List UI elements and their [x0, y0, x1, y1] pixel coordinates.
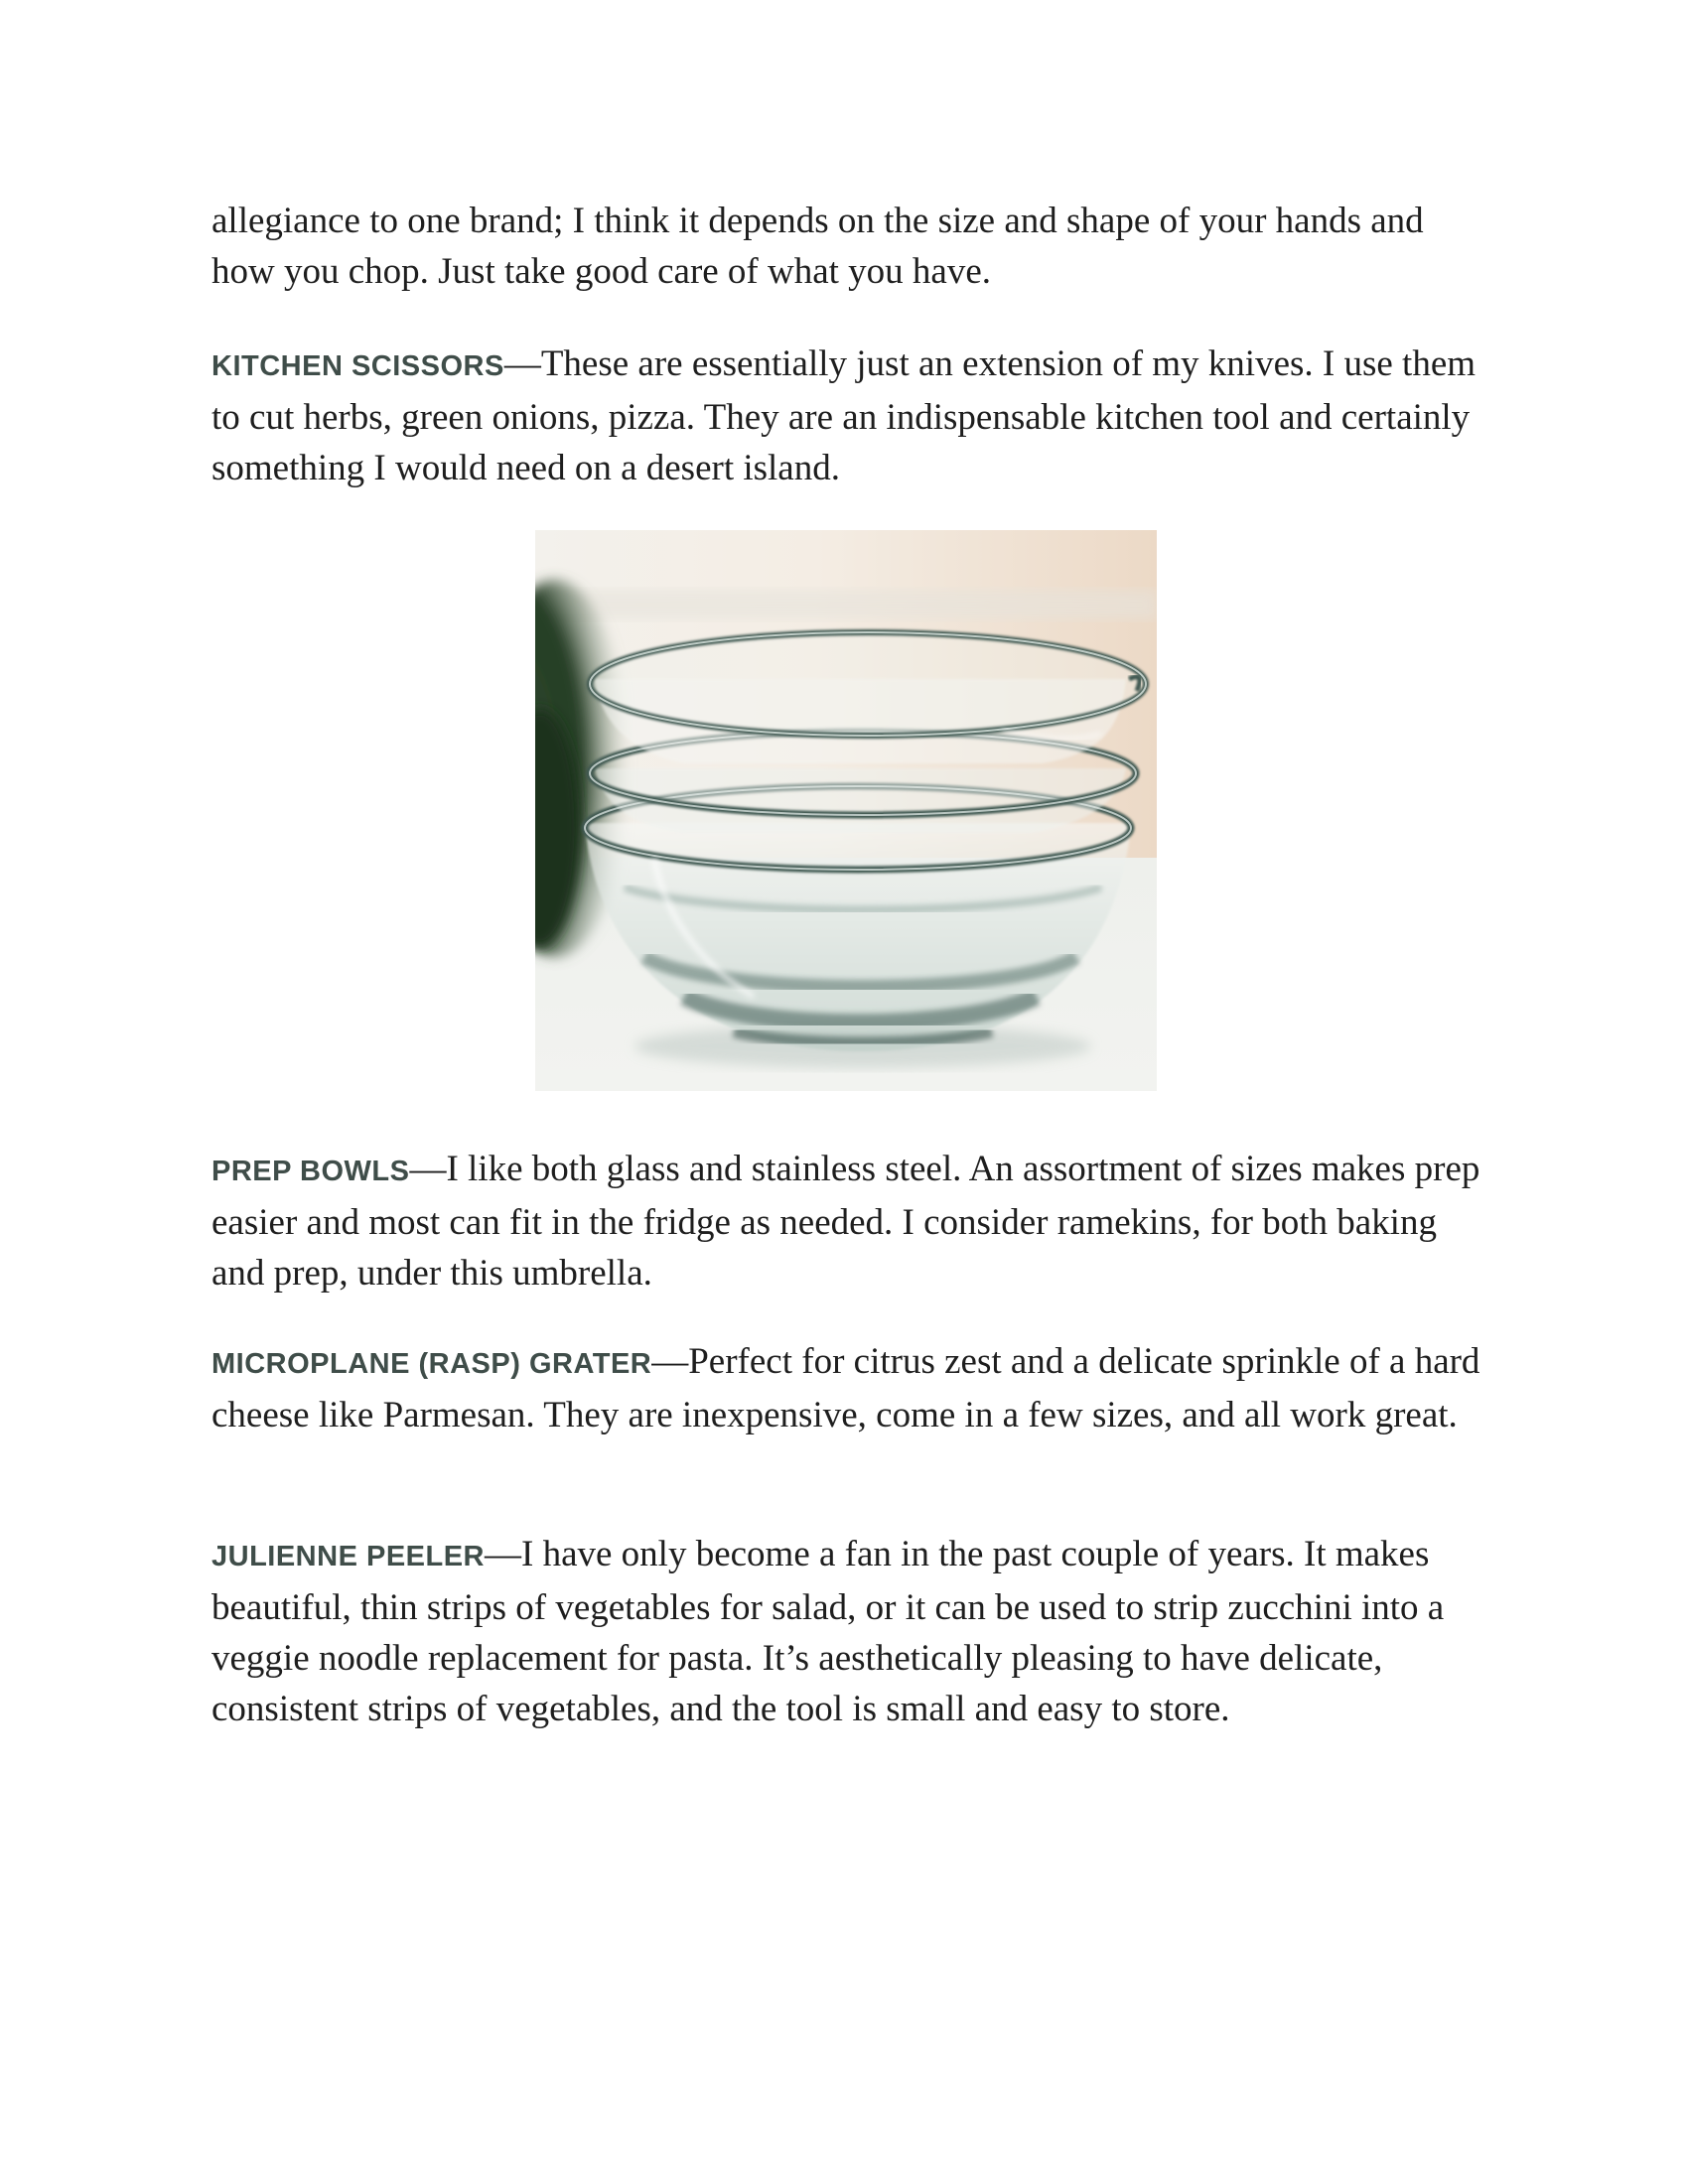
paragraph-text: —I have only become a fan in the past couple of years. It makes beautiful, thin strips of vegetables for salad, or it can be used to strip zucchini into a veggie noodle replacement for pasta. It’s aesthetically pleasing to have delicate, consistent strips of vegetables, and the tool is small and easy to store.	[211, 1534, 1445, 1729]
paragraph-text: —I like both glass and stainless steel. An assortment of sizes makes prep easier and most can fit in the fridge as needed. I consider ramekins, for both baking and prep, under this umbrella.	[211, 1149, 1480, 1294]
paragraph-microplane-grater	[211, 1336, 1492, 1440]
paragraph-knives-continued	[211, 196, 1492, 297]
prep-bowls-photo	[535, 530, 1157, 1091]
paragraph-text: —These are essentially just an extension of my knives. I use them to cut herbs, green onions, pizza. They are an indispensable kitchen tool and certainly something I would need on a desert island.	[211, 343, 1477, 488]
stacked-glass-bowls-photo	[535, 530, 1157, 1091]
paragraph-kitchen-scissors	[211, 339, 1492, 493]
term-julienne-peeler: JULIENNE PEELER	[211, 1541, 485, 1572]
term-prep-bowls: PREP BOWLS	[211, 1156, 410, 1187]
term-microplane-grater: MICROPLANE (RASP) GRATER	[211, 1348, 652, 1380]
paragraph-text: allegiance to one brand; I think it depends on the size and shape of your hands and how you chop. Just take good care of what you have.	[211, 201, 1424, 292]
paragraph-text: —Perfect for citrus zest and a delicate sprinkle of a hard cheese like Parmesan. They are inexpensive, come in a few sizes, and all work great.	[211, 1341, 1480, 1435]
paragraph-julienne-peeler	[211, 1529, 1492, 1734]
paragraph-prep-bowls	[211, 1144, 1492, 1298]
term-kitchen-scissors: KITCHEN SCISSORS	[211, 350, 504, 382]
